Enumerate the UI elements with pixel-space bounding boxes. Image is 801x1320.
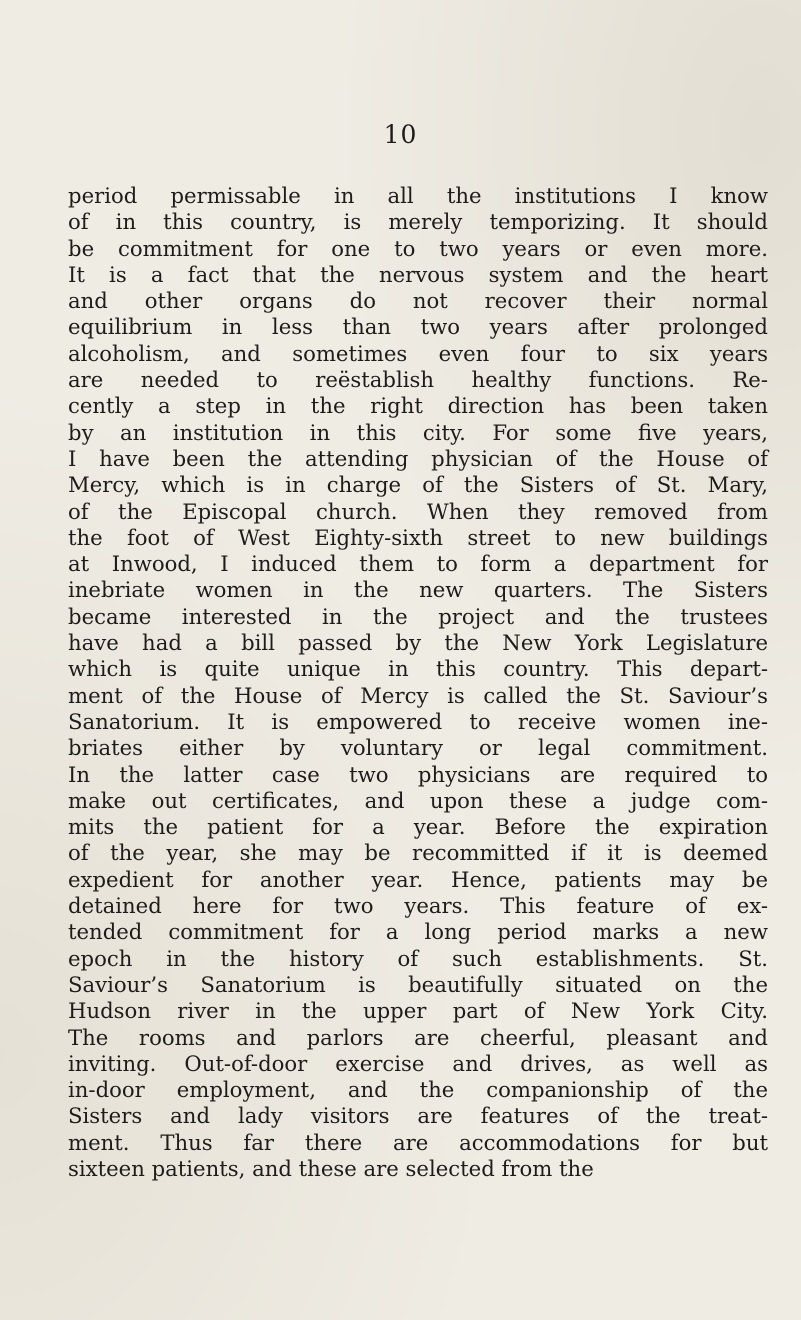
text-line: Saviour’s Sanatorium is beautifully situated on the [68, 971, 768, 997]
text-line: make out certificates, and upon these a judge com- [68, 787, 768, 813]
text-line: of the year, she may be recommitted if it is deemed [68, 840, 768, 866]
text-line: mits the patient for a year. Before the expiration [68, 814, 768, 840]
text-line: and other organs do not recover their normal [68, 288, 768, 314]
text-line: have had a bill passed by the New York Legislature [68, 630, 768, 656]
text-line: inebriate women in the new quarters. The Sisters [68, 577, 768, 603]
text-line: expedient for another year. Hence, patients may be [68, 866, 768, 892]
text-line: of the Episcopal church. When they removed from [68, 498, 768, 524]
body-text [68, 183, 768, 1182]
text-line: It is a fact that the nervous system and the heart [68, 261, 768, 287]
text-line: which is quite unique in this country. This depart- [68, 656, 768, 682]
text-line: sixteen patients, and these are selected from the [68, 1155, 594, 1181]
text-line: Sisters and lady visitors are features of the treat- [68, 1103, 768, 1129]
text-line: In the latter case two physicians are required to [68, 761, 768, 787]
text-line: in-door employment, and the companionship of the [68, 1077, 768, 1103]
text-line: became interested in the project and the trustees [68, 603, 768, 629]
text-line: be commitment for one to two years or even more. [68, 235, 768, 261]
text-line: Sanatorium. It is empowered to receive women ine- [68, 708, 768, 734]
text-line: epoch in the history of such establishments. St. [68, 945, 768, 971]
text-line: equilibrium in less than two years after prolonged [68, 314, 768, 340]
text-line: Mercy, which is in charge of the Sisters of St. Mary, [68, 472, 768, 498]
text-line: The rooms and parlors are cheerful, pleasant and [68, 1024, 768, 1050]
text-line: cently a step in the right direction has been taken [68, 393, 768, 419]
text-line: I have been the attending physician of the House of [68, 445, 768, 471]
text-line: by an institution in this city. For some five years, [68, 419, 768, 445]
text-line: detained here for two years. This feature of ex- [68, 893, 768, 919]
text-line: of in this country, is merely temporizing. It should [68, 209, 768, 235]
text-line: Hudson river in the upper part of New York City. [68, 998, 768, 1024]
text-line: alcoholism, and sometimes even four to six years [68, 340, 768, 366]
text-line: ment. Thus far there are accommodations for but [68, 1129, 768, 1155]
text-line: at Inwood, I induced them to form a department for [68, 551, 768, 577]
text-line: period permissable in all the institutions I know [68, 183, 768, 208]
text-line: inviting. Out-of-door exercise and drives, as well as [68, 1050, 768, 1076]
text-line: briates either by voluntary or legal commitment. [68, 735, 768, 761]
page-number: 10 [383, 120, 418, 149]
text-line: the foot of West Eighty-sixth street to new buildings [68, 524, 768, 550]
text-line: are needed to reëstablish healthy functions. Re- [68, 367, 768, 393]
text-line: tended commitment for a long period marks a new [68, 919, 768, 945]
text-line: ment of the House of Mercy is called the St. Saviour’s [68, 682, 768, 708]
